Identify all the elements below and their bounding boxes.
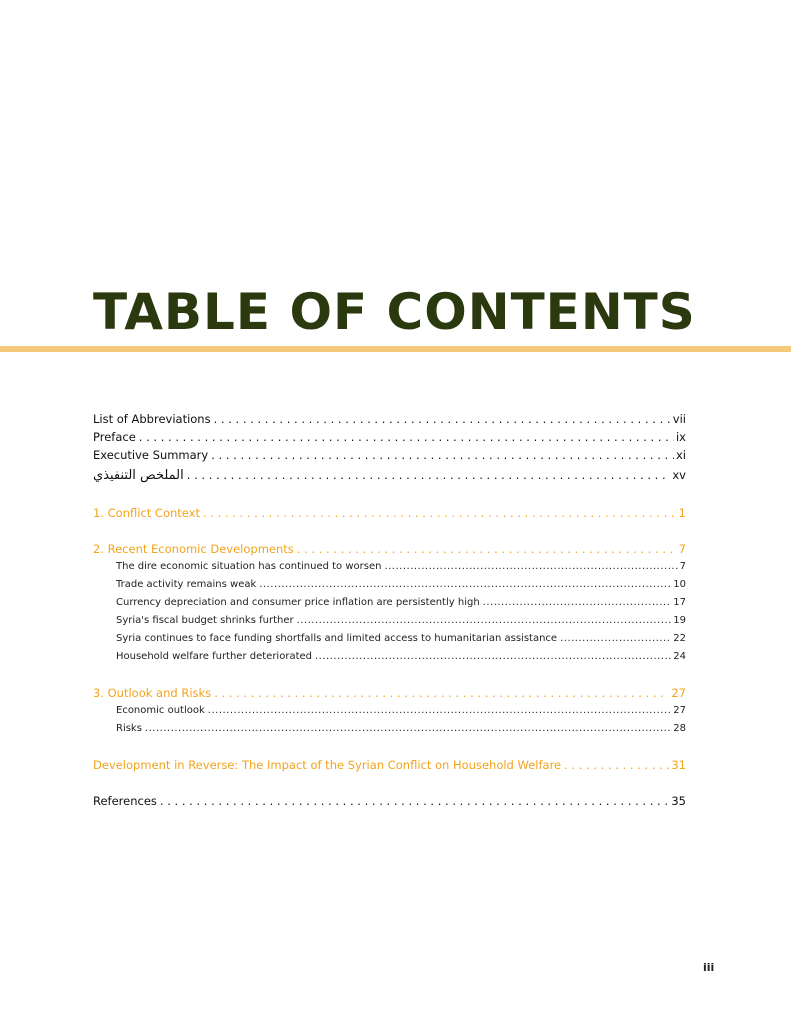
toc-entry-preface[interactable] [93, 428, 686, 446]
dot-leader [139, 428, 674, 446]
toc-entry-page: xi [675, 448, 686, 462]
toc-entry-label: Executive Summary [93, 448, 209, 462]
toc-entry-label: Syria continues to face funding shortfalls and limited access to humanitarian assistance [116, 633, 558, 644]
page-title: TABLE OF CONTENTS [93, 283, 696, 341]
dot-leader [214, 684, 669, 702]
toc-entry-page: 22 [673, 633, 686, 644]
toc-entry-page: 1 [678, 506, 686, 520]
toc-section[interactable] [93, 630, 686, 648]
toc-entry-label: Economic outlook [116, 705, 205, 716]
toc-entry-page: 27 [671, 686, 686, 700]
dot-leader [297, 540, 677, 558]
toc-entry-page: vii [672, 412, 686, 426]
toc-entry-page: 31 [671, 758, 686, 772]
dot-leader [214, 410, 671, 428]
toc-entry-page: 17 [673, 597, 686, 608]
toc-entry-label: References [93, 794, 157, 808]
toc-entry-page: xv [672, 468, 686, 482]
toc-entry-executive-summary[interactable] [93, 446, 686, 464]
toc-chapter-1[interactable] [93, 504, 686, 522]
dot-leader [315, 648, 671, 666]
toc-entry-label: Household welfare further deteriorated [116, 651, 312, 662]
toc-section[interactable] [93, 576, 686, 594]
toc-chapter-development-in-reverse[interactable] [93, 756, 686, 774]
toc-entry-label: The dire economic situation has continued to worsen [116, 561, 382, 572]
toc-entry-label: Risks [116, 723, 142, 734]
toc-entry-label: Syria's fiscal budget shrinks further [116, 615, 294, 626]
toc-entry-page: 28 [673, 723, 686, 734]
dot-leader [483, 594, 672, 612]
dot-leader [384, 558, 677, 576]
toc-entry-page: 19 [673, 615, 686, 626]
toc-chapter-3[interactable] [93, 684, 686, 702]
toc-entry-references[interactable] [93, 792, 686, 810]
title-divider [0, 346, 791, 352]
toc-section[interactable] [93, 612, 686, 630]
toc-entry-page: 24 [673, 651, 686, 662]
dot-leader [145, 720, 671, 738]
dot-leader [560, 630, 671, 648]
toc-section[interactable] [93, 558, 686, 576]
toc-entry-arabic-summary[interactable] [93, 464, 686, 486]
toc-entry-page: ix [675, 430, 686, 444]
toc-section[interactable] [93, 720, 686, 738]
toc-entry-page: 27 [673, 705, 686, 716]
toc-section[interactable] [93, 594, 686, 612]
toc-section[interactable] [93, 648, 686, 666]
toc-entry-label: 2. Recent Economic Developments [93, 542, 294, 556]
toc-entry-label: 3. Outlook and Risks [93, 686, 212, 700]
toc-entry-label: Preface [93, 430, 136, 444]
toc-entry-label: List of Abbreviations [93, 412, 211, 426]
dot-leader [160, 792, 669, 810]
toc-entry-page: 7 [678, 542, 686, 556]
toc-entry-label: الملخص التنفيذي [93, 468, 184, 483]
toc-entry-label: Currency depreciation and consumer price inflation are persistently high [116, 597, 480, 608]
toc-entry-label: 1. Conflict Context [93, 506, 200, 520]
toc-entry-label: Trade activity remains weak [116, 579, 257, 590]
dot-leader [211, 446, 674, 464]
table-of-contents [93, 410, 686, 810]
dot-leader [203, 504, 677, 522]
dot-leader [564, 756, 669, 774]
dot-leader [259, 576, 671, 594]
page-number: iii [703, 961, 715, 974]
toc-chapter-2[interactable] [93, 540, 686, 558]
toc-entry-page: 10 [673, 579, 686, 590]
dot-leader [187, 464, 671, 486]
dot-leader [297, 612, 672, 630]
toc-entry-label: Development in Reverse: The Impact of the Syrian Conflict on Household Welfare [93, 758, 562, 772]
toc-entry-abbreviations[interactable] [93, 410, 686, 428]
dot-leader [208, 702, 671, 720]
toc-entry-page: 7 [679, 561, 686, 572]
toc-entry-page: 35 [671, 794, 686, 808]
toc-section[interactable] [93, 702, 686, 720]
